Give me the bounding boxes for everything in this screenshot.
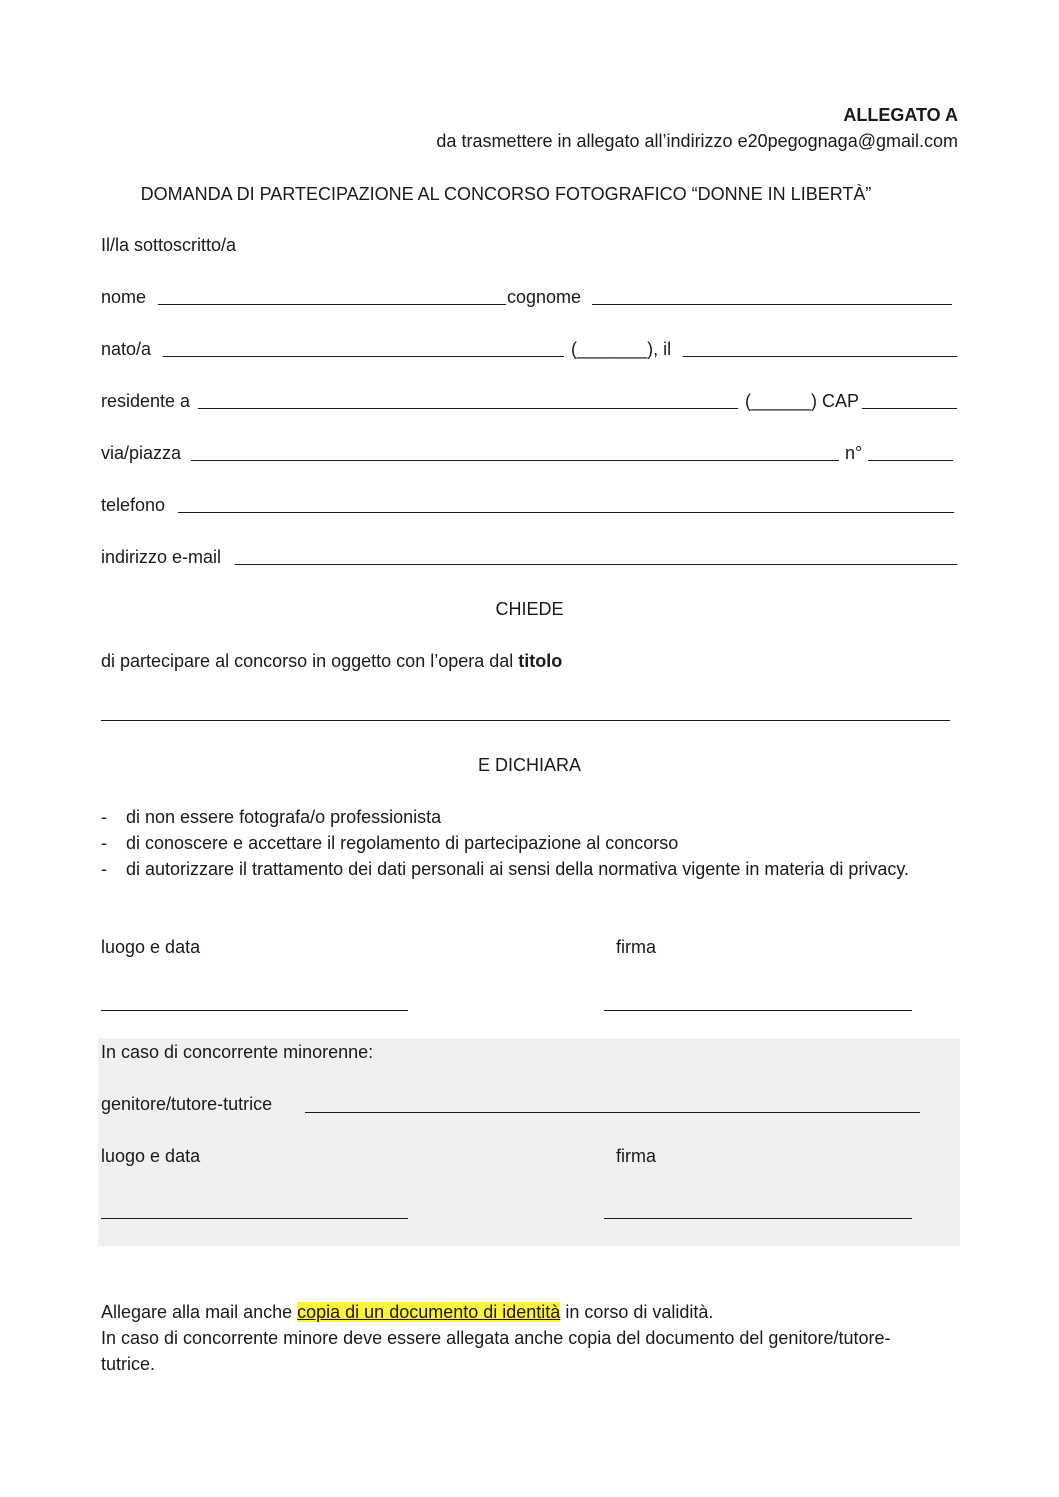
transmit-note: da trasmettere in allegato all’indirizzo e20pegognaga@gmail.com <box>436 131 958 151</box>
luogo-data-label: luogo e data <box>101 937 201 957</box>
guardian-label: genitore/tutore-tutrice <box>101 1094 273 1114</box>
birthplace-input-line[interactable] <box>163 356 564 357</box>
telefono-label: telefono <box>101 495 166 515</box>
bullet-dash: - <box>101 859 107 879</box>
cap-input-line[interactable] <box>862 408 957 409</box>
telefono-input-line[interactable] <box>178 512 954 513</box>
minor-firma-label: firma <box>616 1146 656 1166</box>
cognome-label: cognome <box>507 287 582 307</box>
footer-line-3: tutrice. <box>101 1354 156 1374</box>
bullet-dash: - <box>101 833 107 853</box>
nome-input-line[interactable] <box>158 304 506 305</box>
street-input-line[interactable] <box>191 460 839 461</box>
residente-label: residente a <box>101 391 191 411</box>
dichiara-heading: E DICHIARA <box>477 755 582 775</box>
cognome-input-line[interactable] <box>592 304 952 305</box>
via-label: via/piazza <box>101 443 182 463</box>
bullet-dash: - <box>101 807 107 827</box>
guardian-input-line[interactable] <box>305 1112 920 1113</box>
footer-line-1: Allegare alla mail anche copia di un documento di identità in corso di validità. <box>101 1302 714 1322</box>
numero-label: n° <box>845 443 863 463</box>
street-number-input-line[interactable] <box>868 460 953 461</box>
birth-province-and-date-label: (_______), il <box>571 339 672 359</box>
luogo-data-input-line[interactable] <box>101 1010 408 1011</box>
titolo-input-line[interactable] <box>101 720 950 721</box>
document-title: DOMANDA DI PARTECIPAZIONE AL CONCORSO FOTOGRAFICO “DONNE IN LIBERTÀ” <box>140 184 872 204</box>
nome-label: nome <box>101 287 147 307</box>
firma-label: firma <box>616 937 656 957</box>
id-document-highlight: copia di un documento di identità <box>297 1302 561 1322</box>
intro-text: Il/la sottoscritto/a <box>101 235 237 255</box>
minor-firma-input-line[interactable] <box>604 1218 912 1219</box>
email-input-line[interactable] <box>235 564 957 565</box>
chiede-heading: CHIEDE <box>495 599 564 619</box>
email-label: indirizzo e-mail <box>101 547 222 567</box>
dichiara-item-1: di non essere fotografa/o professionista <box>126 807 442 827</box>
nato-label: nato/a <box>101 339 152 359</box>
residence-input-line[interactable] <box>198 408 738 409</box>
minor-luogo-data-label: luogo e data <box>101 1146 201 1166</box>
firma-input-line[interactable] <box>604 1010 912 1011</box>
dichiara-item-3: di autorizzare il trattamento dei dati personali ai sensi della normativa vigente in materia di privacy. <box>126 859 910 879</box>
minor-luogo-data-input-line[interactable] <box>101 1218 408 1219</box>
minor-section-box <box>98 1038 960 1246</box>
allegato-label: ALLEGATO A <box>843 105 958 125</box>
dichiara-item-2: di conoscere e accettare il regolamento di partecipazione al concorso <box>126 833 679 853</box>
cap-label: (______) CAP <box>745 391 860 411</box>
minor-heading: In caso di concorrente minorenne: <box>101 1042 374 1062</box>
birthdate-input-line[interactable] <box>683 356 957 357</box>
footer-line-2: In caso di concorrente minore deve essere allegata anche copia del documento del genitore/tutore- <box>101 1328 891 1348</box>
chiede-text: di partecipare al concorso in oggetto con l’opera dal titolo <box>101 651 563 671</box>
